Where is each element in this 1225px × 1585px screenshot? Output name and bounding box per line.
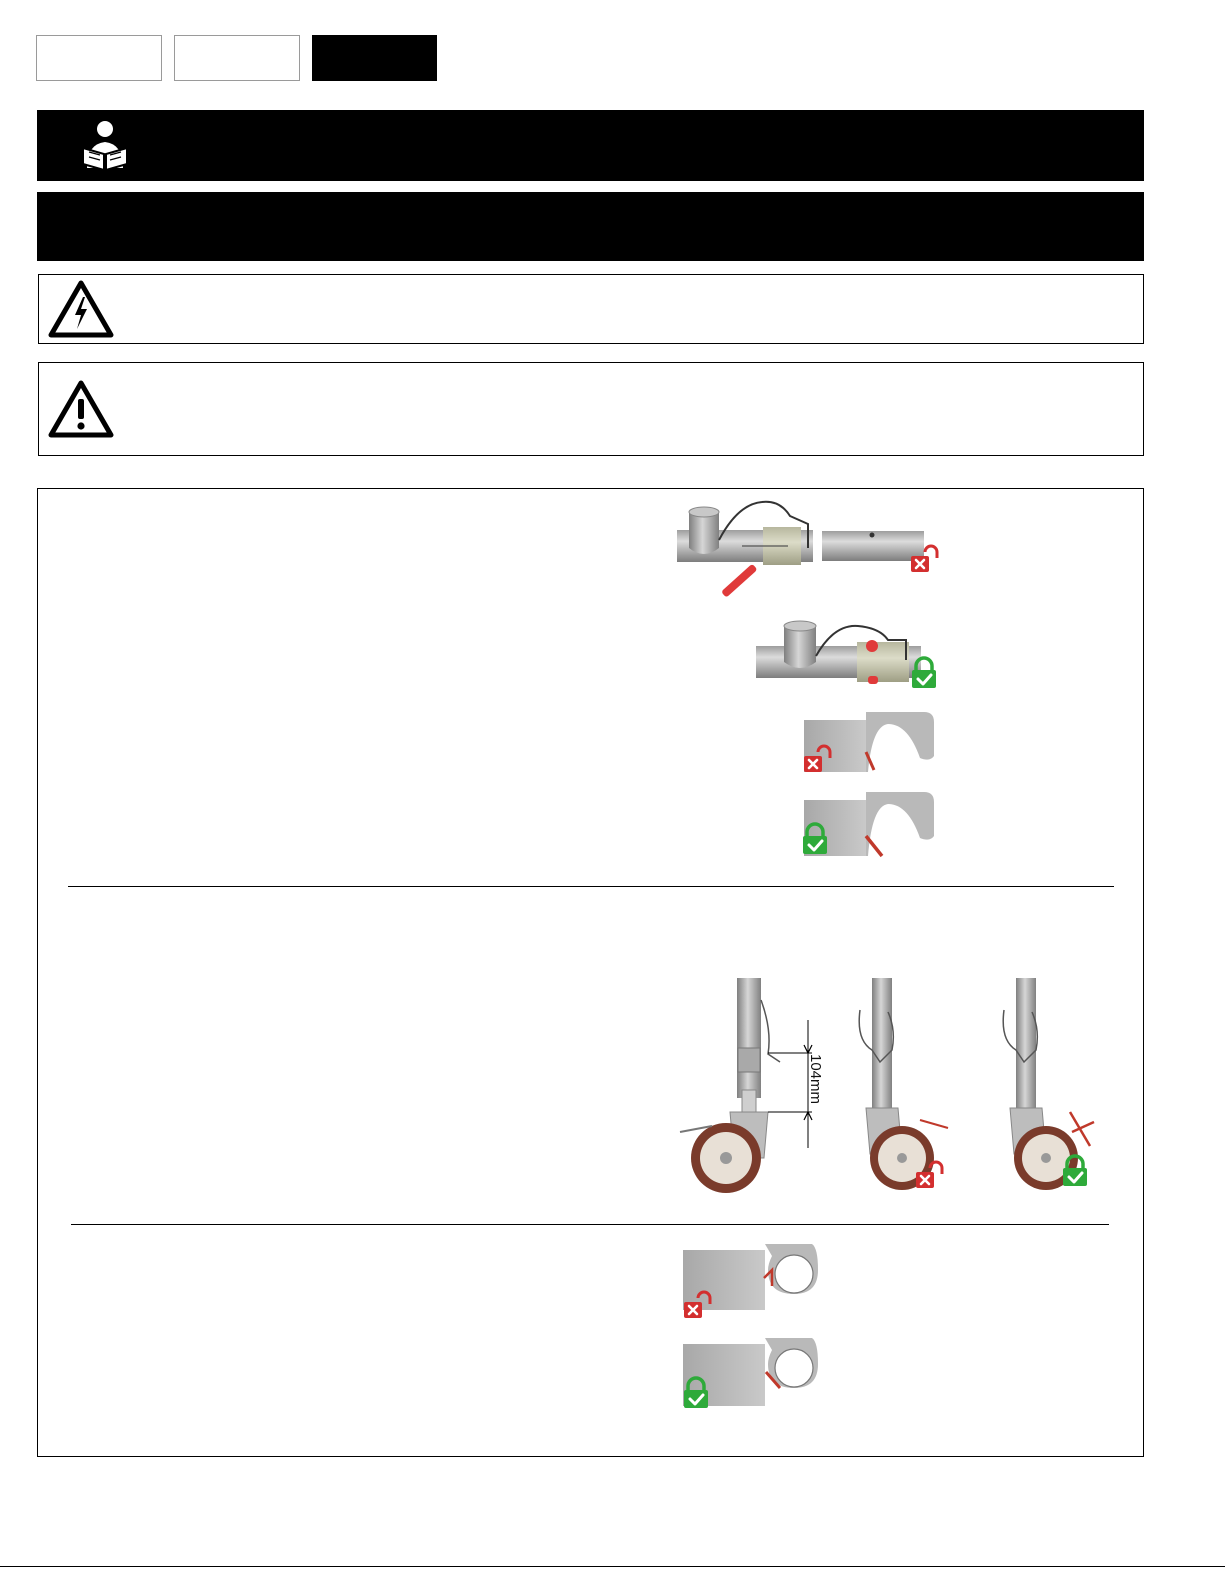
caster-measurement-figure — [680, 978, 812, 1193]
clip-plate-locked-figure — [803, 792, 934, 856]
clip-plate-unlocked-figure — [804, 712, 934, 772]
caster-locked-figure — [1003, 978, 1094, 1190]
caster-measurement-label: 104mm — [807, 1054, 824, 1105]
ring-clamp-unlocked-figure — [683, 1244, 818, 1318]
ring-clamp-locked-figure — [683, 1338, 818, 1408]
caster-unlocked-figure — [859, 978, 948, 1190]
page-bottom-rule — [0, 1566, 1225, 1567]
tube-pin-locked-figure — [756, 621, 936, 688]
tube-pin-unlocked-figure — [677, 502, 937, 598]
